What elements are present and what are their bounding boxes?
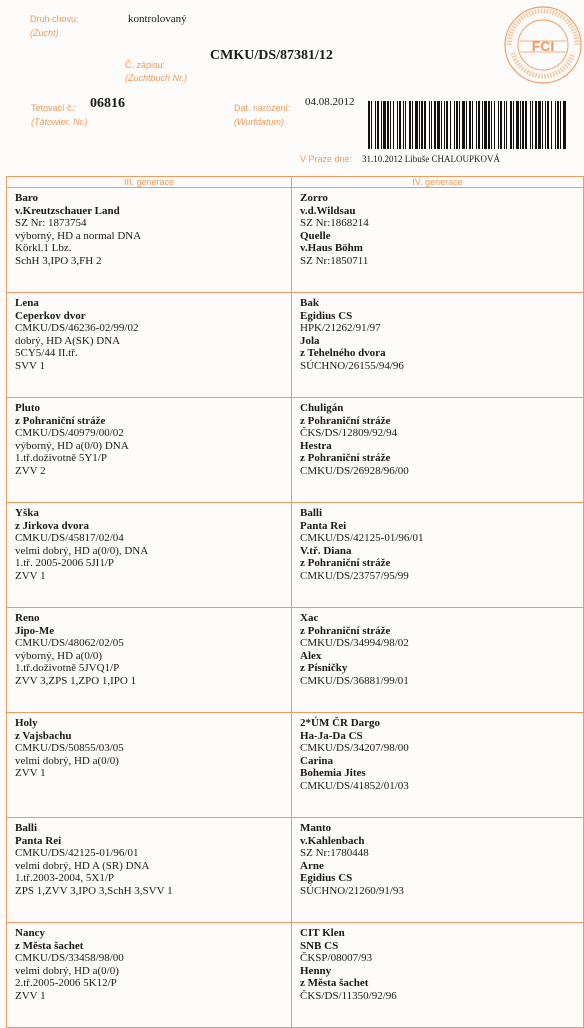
barcode-bar bbox=[551, 101, 552, 149]
tattoo-number: 06816 bbox=[90, 96, 125, 111]
dog-detail-line: velmi dobrý, HD a(0/0) bbox=[15, 754, 119, 767]
dog-detail-line: ZVV 2 bbox=[15, 464, 46, 477]
breed-type-label: Druh chovu: bbox=[30, 14, 79, 24]
dog-detail-line: HPK/21262/91/97 bbox=[300, 322, 381, 334]
dog-name-line: Panta Rei bbox=[300, 519, 347, 532]
dog-name-line: Alex bbox=[300, 649, 322, 662]
dog-name-line: Arne bbox=[300, 859, 324, 872]
barcode-bar bbox=[368, 101, 370, 149]
registry-label: Č. zápisu: bbox=[125, 60, 166, 70]
barcode-bar bbox=[424, 101, 426, 149]
dog-name-line: z Písničky bbox=[300, 662, 348, 674]
barcode-bar bbox=[513, 101, 514, 149]
dog-detail-line: ZPS 1,ZVV 3,IPO 3,SchH 3,SVV 1 bbox=[15, 884, 173, 897]
dog-name-line: Nancy bbox=[15, 927, 45, 939]
dog-detail-line: velmi dobrý, HD A (SR) DNA bbox=[15, 859, 150, 872]
dog-name-line: Bohemia Jites bbox=[300, 767, 366, 779]
gen3-ancestor-cell bbox=[7, 818, 292, 923]
barcode-bar bbox=[412, 101, 413, 149]
dog-detail-line: CMKU/DS/46236-02/99/02 bbox=[15, 322, 139, 334]
dog-detail-line: 5CY5/44 II.tř. bbox=[15, 347, 78, 359]
dog-name-line: v.Haus Böhm bbox=[300, 242, 363, 254]
barcode-bar bbox=[535, 101, 537, 149]
pedigree-row bbox=[7, 608, 584, 713]
barcode-bar bbox=[456, 101, 458, 149]
dog-detail-line: SchH 3,IPO 3,FH 2 bbox=[15, 254, 102, 267]
dog-name-line: Zorro bbox=[300, 192, 328, 204]
barcode-bar bbox=[403, 101, 404, 149]
dog-detail-line: ZVV 3,ZPS 1,ZPO 1,IPO 1 bbox=[15, 674, 137, 687]
barcode-bar bbox=[371, 101, 372, 149]
tattoo-label-de: (Tätowier. Nr.) bbox=[31, 117, 88, 127]
dog-name-line: v.Kahlenbach bbox=[300, 834, 365, 847]
dog-name-line: z Města šachet bbox=[300, 977, 369, 989]
gen3-ancestor-cell bbox=[7, 713, 292, 818]
dog-detail-line: velmi dobrý, HD a(0/0), DNA bbox=[15, 544, 149, 557]
barcode-bar bbox=[494, 101, 495, 149]
dog-name-line: z Města šachet bbox=[15, 939, 84, 952]
dog-detail-line: 1.tř.2003-2004, 5X1/P bbox=[15, 872, 114, 884]
barcode-bar bbox=[462, 101, 465, 149]
barcode-bar bbox=[555, 101, 556, 149]
dog-name-line: z Pohraniční stráže bbox=[300, 624, 391, 637]
barcode-bar bbox=[522, 101, 524, 149]
barcode-bar bbox=[431, 101, 432, 149]
dog-name-line: Quelle bbox=[300, 229, 331, 242]
barcode-bar bbox=[484, 101, 487, 149]
barcode-bar bbox=[383, 101, 386, 149]
dog-detail-line: CMKU/DS/23757/95/99 bbox=[300, 569, 409, 582]
barcode-bar bbox=[538, 101, 541, 149]
dog-detail-line: CMKU/DS/34994/98/02 bbox=[300, 637, 409, 649]
dog-name-line: Chuligán bbox=[300, 402, 344, 414]
gen3-ancestor-cell bbox=[7, 608, 292, 713]
dog-name-line: 2*ÚM ČR Dargo bbox=[300, 717, 381, 729]
dog-name-line: Egidius CS bbox=[300, 872, 353, 884]
barcode-bar bbox=[375, 101, 376, 149]
barcode-bar bbox=[434, 101, 436, 149]
pedigree-table bbox=[6, 176, 584, 1028]
dog-detail-line: CMKU/DS/48062/02/05 bbox=[15, 637, 124, 649]
column-header-gen3: III. generace bbox=[7, 177, 292, 188]
barcode-bar bbox=[510, 101, 512, 149]
pedigree-row bbox=[7, 818, 584, 923]
dog-detail-line: Körkl.1 Lbz. bbox=[15, 242, 72, 254]
dog-name-line: Lena bbox=[15, 297, 39, 309]
barcode-bar bbox=[405, 101, 406, 149]
birth-date-label-de: (Wurfdatum) bbox=[234, 117, 285, 127]
dog-detail-line: ZVV 1 bbox=[15, 989, 46, 1002]
dog-name-line: Hestra bbox=[300, 439, 332, 452]
dog-name-line: Carina bbox=[300, 754, 333, 767]
gen4-ancestors-cell bbox=[292, 713, 584, 818]
barcode-bar bbox=[387, 101, 389, 149]
dog-name-line: v.d.Wildsau bbox=[300, 204, 356, 217]
barcode-bar bbox=[557, 101, 559, 149]
dog-name-line: z Pohraniční stráže bbox=[300, 414, 391, 427]
dog-detail-line: SZ Nr: 1873754 bbox=[15, 217, 87, 229]
dog-detail-line: SZ Nr:1868214 bbox=[300, 217, 369, 229]
barcode-bar bbox=[390, 101, 391, 149]
dog-name-line: Yška bbox=[15, 507, 39, 519]
barcode-bar bbox=[542, 101, 543, 149]
pedigree-row bbox=[7, 293, 584, 398]
gen4-ancestors-cell bbox=[292, 503, 584, 608]
gen4-ancestors-cell bbox=[292, 923, 584, 1028]
dog-name-line: Reno bbox=[15, 612, 40, 624]
barcode-bar bbox=[520, 101, 521, 149]
dog-name-line: z Vajsbachu bbox=[15, 729, 72, 742]
dog-detail-line: ZVV 1 bbox=[15, 767, 46, 779]
fci-logo-text: FCI bbox=[531, 38, 555, 54]
barcode-bar bbox=[504, 101, 505, 149]
dog-detail-line: 1.tř. 2005-2006 5JI1/P bbox=[15, 557, 114, 569]
barcode-bar bbox=[498, 101, 499, 149]
dog-detail-line: SZ Nr:1850711 bbox=[300, 254, 369, 267]
dog-name-line: z Pohraniční stráže bbox=[15, 414, 106, 427]
dog-name-line: Balli bbox=[300, 507, 323, 519]
place-label: V Praze dne: bbox=[300, 154, 353, 164]
dog-name-line: V.tř. Diana bbox=[300, 544, 352, 557]
barcode-bar bbox=[397, 101, 398, 149]
barcode-bar bbox=[415, 101, 418, 149]
barcode-bar bbox=[466, 101, 467, 149]
gen4-ancestors-cell bbox=[292, 818, 584, 923]
dog-detail-line: CMKU/DS/36881/99/01 bbox=[300, 674, 409, 687]
gen4-ancestors-cell bbox=[292, 188, 584, 293]
dog-name-line: Pluto bbox=[15, 402, 41, 414]
dog-detail-line: SVV 1 bbox=[15, 359, 46, 372]
tattoo-label: Tetovací č.: bbox=[31, 103, 77, 113]
barcode-bar bbox=[421, 101, 423, 149]
pedigree-row bbox=[7, 188, 584, 293]
barcode-bar bbox=[399, 101, 401, 149]
gen3-ancestor-cell bbox=[7, 293, 292, 398]
barcode-bar bbox=[547, 101, 549, 149]
barcode-bar bbox=[532, 101, 533, 149]
breed-type-value: kontrolovaný bbox=[128, 13, 187, 25]
dog-detail-line: ČKS/DS/11350/92/96 bbox=[300, 989, 397, 1002]
dog-name-line: CIT Klen bbox=[300, 927, 345, 939]
dog-detail-line: CMKU/DS/33458/98/00 bbox=[15, 952, 124, 964]
fci-logo bbox=[503, 5, 583, 85]
dog-name-line: z Jirkova dvora bbox=[15, 519, 89, 532]
barcode-bar bbox=[506, 101, 507, 149]
pedigree-row bbox=[7, 398, 584, 503]
gen4-ancestors-cell bbox=[292, 608, 584, 713]
dog-detail-line: CMKU/DS/42125-01/96/01 bbox=[15, 847, 139, 859]
barcode-bar bbox=[450, 101, 451, 149]
barcode bbox=[368, 101, 566, 149]
dog-detail-line: výborný, HD a(0/0) bbox=[15, 649, 103, 662]
barcode-bar bbox=[459, 101, 460, 149]
pedigree-row bbox=[7, 503, 584, 608]
barcode-bar bbox=[393, 101, 394, 149]
gen4-ancestors-cell bbox=[292, 293, 584, 398]
dog-detail-line: dobrý, HD A(SK) DNA bbox=[15, 334, 121, 347]
gen3-ancestor-cell bbox=[7, 188, 292, 293]
dog-detail-line: CMKU/DS/50855/03/05 bbox=[15, 742, 124, 754]
gen4-ancestors-cell bbox=[292, 398, 584, 503]
registry-label-de: (Zuchtbuch Nr.) bbox=[125, 73, 188, 83]
barcode-bar bbox=[530, 101, 531, 149]
dog-detail-line: CMKU/DS/34207/98/00 bbox=[300, 742, 409, 754]
dog-detail-line: SÚCHNO/26155/94/96 bbox=[300, 359, 404, 372]
dog-name-line: Baro bbox=[15, 192, 39, 204]
dog-detail-line: CMKU/DS/45817/02/04 bbox=[15, 532, 124, 544]
dog-name-line: Panta Rei bbox=[15, 834, 62, 847]
dog-detail-line: SZ Nr:1780448 bbox=[300, 847, 369, 859]
dog-detail-line: výborný, HD a normal DNA bbox=[15, 229, 142, 242]
gen3-ancestor-cell bbox=[7, 503, 292, 608]
barcode-bar bbox=[454, 101, 455, 149]
dog-name-line: z Pohraniční stráže bbox=[300, 452, 391, 464]
barcode-bar bbox=[444, 101, 445, 149]
dog-detail-line: velmi dobrý, HD a(0/0) bbox=[15, 964, 119, 977]
barcode-bar bbox=[482, 101, 483, 149]
barcode-bar bbox=[563, 101, 566, 149]
birth-date-label: Dat. narození: bbox=[234, 103, 291, 113]
registry-number: CMKU/DS/87381/12 bbox=[210, 48, 333, 63]
dog-name-line: Bak bbox=[300, 297, 319, 309]
signature: 31.10.2012 Libuše CHALOUPKOVÁ bbox=[362, 154, 500, 164]
barcode-bar bbox=[419, 101, 420, 149]
barcode-bar bbox=[491, 101, 492, 149]
barcode-bar bbox=[381, 101, 382, 149]
column-header-gen4: IV. generace bbox=[292, 177, 584, 188]
dog-name-line: Xac bbox=[300, 612, 319, 624]
dog-detail-line: CMKU/DS/40979/00/02 bbox=[15, 427, 124, 439]
barcode-bar bbox=[429, 101, 430, 149]
dog-name-line: Ha-Ja-Da CS bbox=[300, 729, 363, 742]
barcode-bar bbox=[488, 101, 490, 149]
barcode-bar bbox=[516, 101, 519, 149]
dog-name-line: Egidius CS bbox=[300, 309, 353, 322]
barcode-bar bbox=[476, 101, 477, 149]
dog-detail-line: výborný, HD a(0/0) DNA bbox=[15, 439, 129, 452]
barcode-bar bbox=[469, 101, 471, 149]
dog-name-line: z Tehelného dvora bbox=[300, 347, 386, 359]
pedigree-row bbox=[7, 713, 584, 818]
dog-name-line: SNB CS bbox=[300, 939, 339, 952]
barcode-bar bbox=[500, 101, 502, 149]
barcode-bar bbox=[446, 101, 448, 149]
breed-type-label-de: (Zucht) bbox=[30, 28, 59, 38]
dog-detail-line: ZVV 1 bbox=[15, 569, 46, 582]
barcode-bar bbox=[377, 101, 379, 149]
dog-name-line: v.Kreutzschauer Land bbox=[15, 204, 120, 217]
dog-detail-line: 1.tř.doživotně 5JVQ1/P bbox=[15, 662, 120, 674]
barcode-bar bbox=[472, 101, 473, 149]
birth-date-value: 04.08.2012 bbox=[305, 96, 355, 108]
barcode-bar bbox=[525, 101, 527, 149]
gen3-ancestor-cell bbox=[7, 923, 292, 1028]
dog-detail-line: ČKSP/08007/93 bbox=[300, 952, 373, 964]
barcode-bar bbox=[437, 101, 440, 149]
dog-name-line: Ceperkov dvor bbox=[15, 309, 86, 322]
barcode-bar bbox=[560, 101, 561, 149]
barcode-bar bbox=[409, 101, 411, 149]
dog-detail-line: SÚCHNO/21260/91/93 bbox=[300, 884, 404, 897]
dog-name-line: z Pohraniční stráže bbox=[300, 557, 391, 569]
barcode-bar bbox=[545, 101, 546, 149]
dog-detail-line: ČKS/DS/12809/92/94 bbox=[300, 427, 398, 439]
dog-name-line: Henny bbox=[300, 964, 332, 977]
dog-name-line: Jola bbox=[300, 334, 320, 347]
dog-detail-line: CMKU/DS/41852/01/03 bbox=[300, 779, 409, 792]
dog-name-line: Balli bbox=[15, 822, 38, 834]
barcode-bar bbox=[441, 101, 442, 149]
dog-name-line: Jipo-Me bbox=[15, 624, 55, 637]
dog-detail-line: CMKU/DS/26928/96/00 bbox=[300, 464, 409, 477]
dog-name-line: Manto bbox=[300, 822, 332, 834]
dog-detail-line: 1.tř.doživotně 5Y1/P bbox=[15, 452, 107, 464]
pedigree-row bbox=[7, 923, 584, 1028]
generation-header-row bbox=[7, 177, 584, 188]
dog-name-line: Holy bbox=[15, 717, 38, 729]
dog-detail-line: 2.tř.2005-2006 5K12/P bbox=[15, 977, 117, 989]
dog-detail-line: CMKU/DS/42125-01/96/01 bbox=[300, 532, 424, 544]
gen3-ancestor-cell bbox=[7, 398, 292, 503]
barcode-bar bbox=[478, 101, 480, 149]
